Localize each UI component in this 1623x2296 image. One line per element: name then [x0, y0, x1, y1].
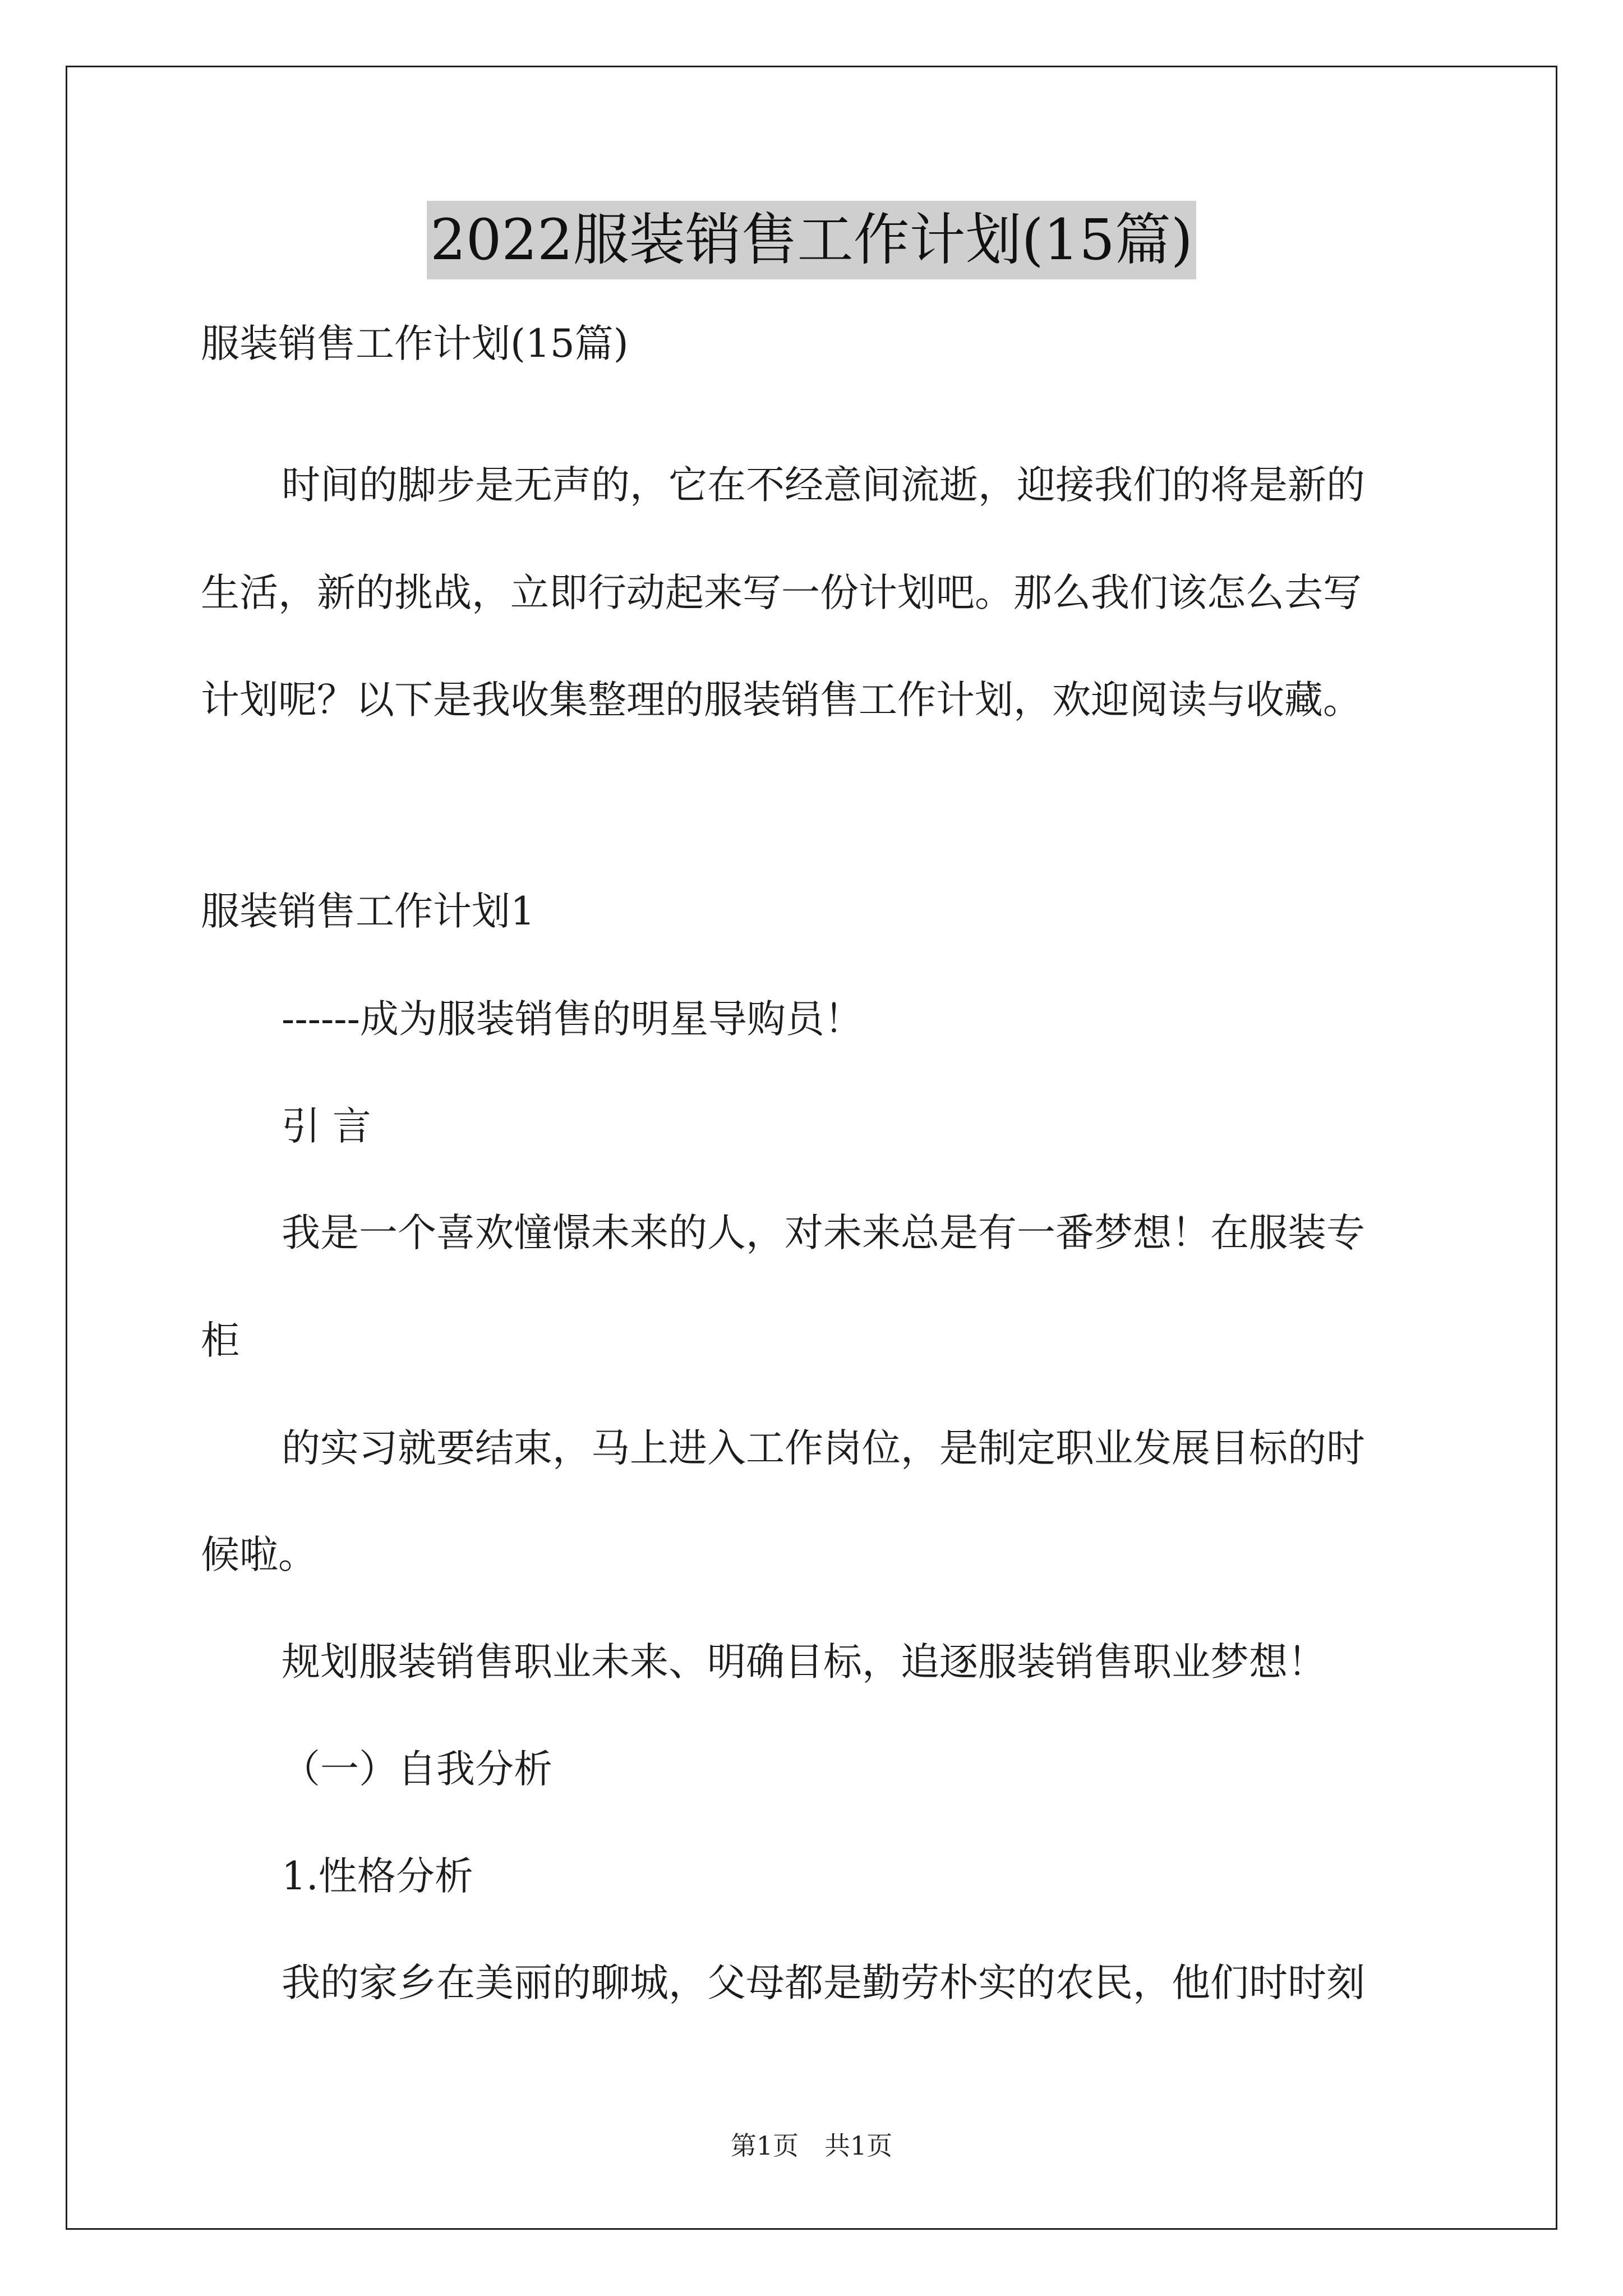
- subtitle-line: 服装销售工作计划(15篇): [201, 321, 629, 366]
- title-container: [0, 201, 1623, 279]
- page-footer: 第1页 共1页: [730, 2131, 893, 2161]
- paragraph-line: 我是一个喜欢憧憬未来的人，对未来总是有一番梦想！在服装专: [282, 1211, 1365, 1255]
- section-heading: 服装销售工作计划1: [201, 889, 535, 934]
- slogan-line: ------成为服装销售的明星导购员！: [282, 997, 863, 1042]
- paragraph-line: 候啦。: [201, 1533, 317, 1577]
- paragraph-line: 柜: [201, 1318, 239, 1363]
- paragraph-line: 计划呢？以下是我收集整理的服装销售工作计划，欢迎阅读与收藏。: [201, 678, 1362, 723]
- paragraph-line: 规划服装销售职业未来、明确目标，追逐服装销售职业梦想！: [282, 1640, 1326, 1685]
- paragraph-line: 我的家乡在美丽的聊城，父母都是勤劳朴实的农民，他们时时刻: [282, 1961, 1365, 2005]
- paragraph-line: 的实习就要结束，马上进入工作岗位，是制定职业发展目标的时: [282, 1426, 1365, 1471]
- subsection-heading: 1.性格分析: [282, 1854, 473, 1899]
- paragraph-line: 时间的脚步是无声的，它在不经意间流逝，迎接我们的将是新的: [282, 463, 1365, 508]
- paragraph-line: 生活，新的挑战，立即行动起来写一份计划吧。那么我们该怎么去写: [201, 570, 1362, 615]
- subsection-heading: （一）自我分析: [282, 1747, 552, 1792]
- intro-heading: 引 言: [282, 1104, 371, 1149]
- document-title: 2022服装销售工作计划(15篇): [427, 201, 1196, 279]
